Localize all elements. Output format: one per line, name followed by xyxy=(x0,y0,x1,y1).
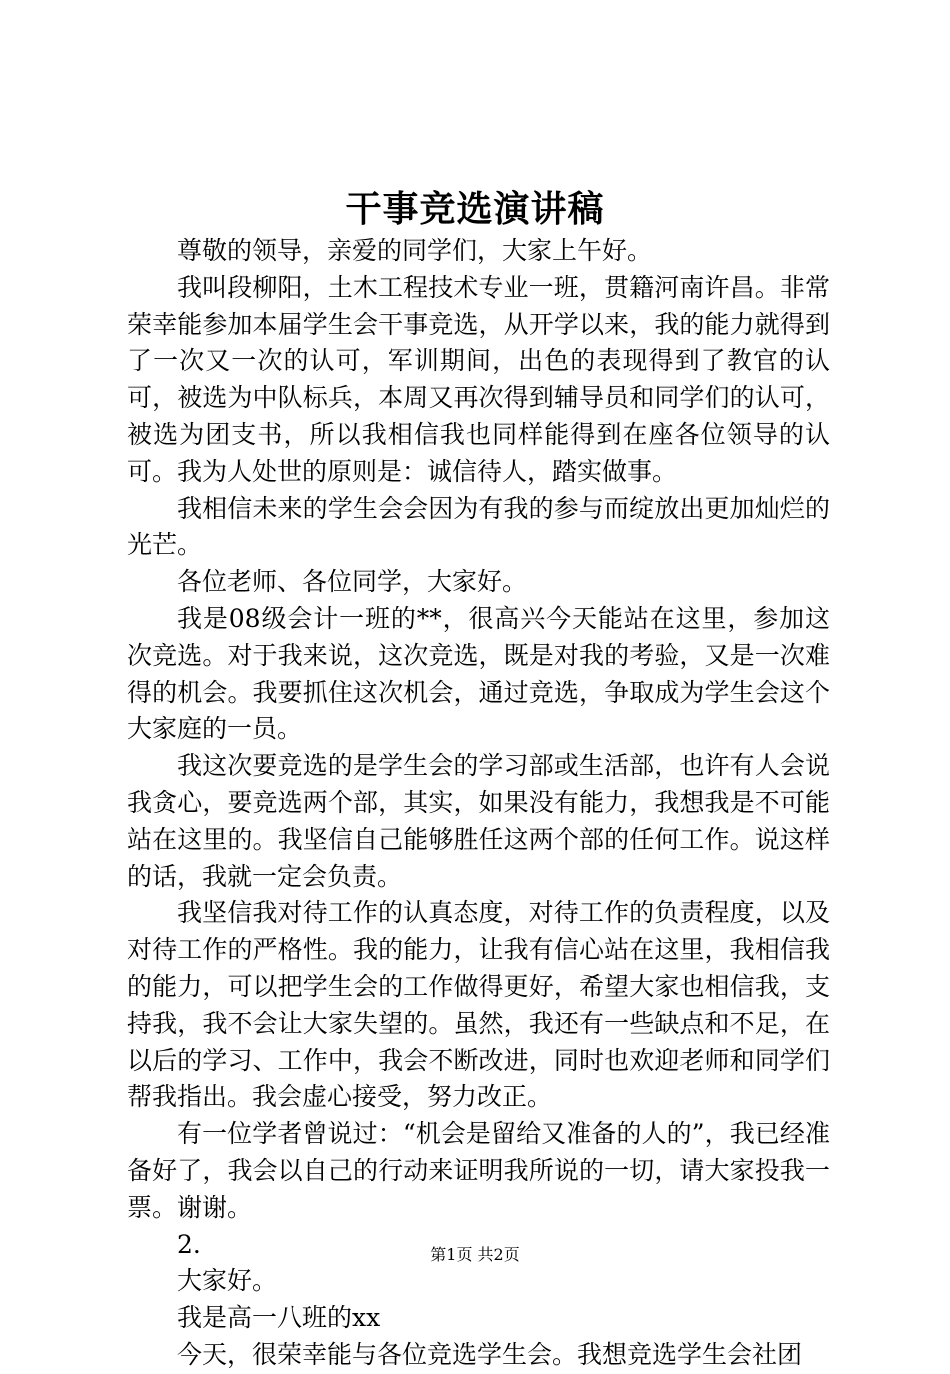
document-body xyxy=(127,233,830,1374)
paragraph-closing: 有一位学者曾说过：“机会是留给又准备的人的”，我已经准备好了，我会以自己的行动来证明我所说的一切，请大家投我一票。谢谢。 xyxy=(127,1119,830,1222)
paragraph-attitude: 我坚信我对待工作的认真态度，对待工作的负责程度，以及对待工作的严格性。我的能力，让我有信心站在这里，我相信我的能力，可以把学生会的工作做得更好，希望大家也相信我，支持我，我不会让大家失望的。虽然，我还有一些缺点和不足，在以后的学习、工作中，我会不断改进，同时也欢迎老师和同学们帮我指出。我会虚心接受，努力改正。 xyxy=(127,898,830,1112)
paragraph-departments: 我这次要竞选的是学生会的学习部或生活部，也许有人会说我贪心，要竞选两个部，其实，如果没有能力，我想我是不可能站在这里的。我坚信自己能够胜任这两个部的任何工作。说这样的话，我就一定会负责。 xyxy=(127,751,830,891)
paragraph-future: 我相信未来的学生会会因为有我的参与而绽放出更加灿烂的光芒。 xyxy=(127,493,830,560)
page-footer: 第1页 共2页 xyxy=(430,1245,520,1264)
paragraph-section-number: 2. xyxy=(177,1229,201,1259)
paragraph-greeting: 尊敬的领导，亲爱的同学们，大家上午好。 xyxy=(177,236,653,265)
paragraph-self-intro: 我叫段柳阳，土木工程技术专业一班，贯籍河南许昌。非常荣幸能参加本届学生会干事竞选，从开学以来，我的能力就得到了一次又一次的认可，军训期间，出色的表现得到了教官的认可，被选为中队标兵，本周又再次得到辅导员和同学们的认可，被选为团支书，所以我相信我也同样能得到在座各位领导的认可。我为人处世的原则是：诚信待人，踏实做事。 xyxy=(127,272,830,486)
paragraph-greeting-2: 各位老师、各位同学，大家好。 xyxy=(177,567,528,597)
paragraph-intro-3: 我是高一八班的xx xyxy=(177,1303,381,1333)
document-title: 干事竞选演讲稿 xyxy=(345,188,605,230)
paragraph-greeting-3: 大家好。 xyxy=(177,1266,278,1296)
paragraph-intro-2: 我是08级会计一班的**，很高兴今天能站在这里，参加这次竞选。对于我来说，这次竞选，既是对我的考验，又是一次难得的机会。我要抓住这次机会，通过竞选，争取成为学生会这个大家庭的一员。 xyxy=(127,603,830,744)
paragraph-campaign: 今天，很荣幸能与各位竞选学生会。我想竞选学生会社团 xyxy=(177,1339,803,1369)
